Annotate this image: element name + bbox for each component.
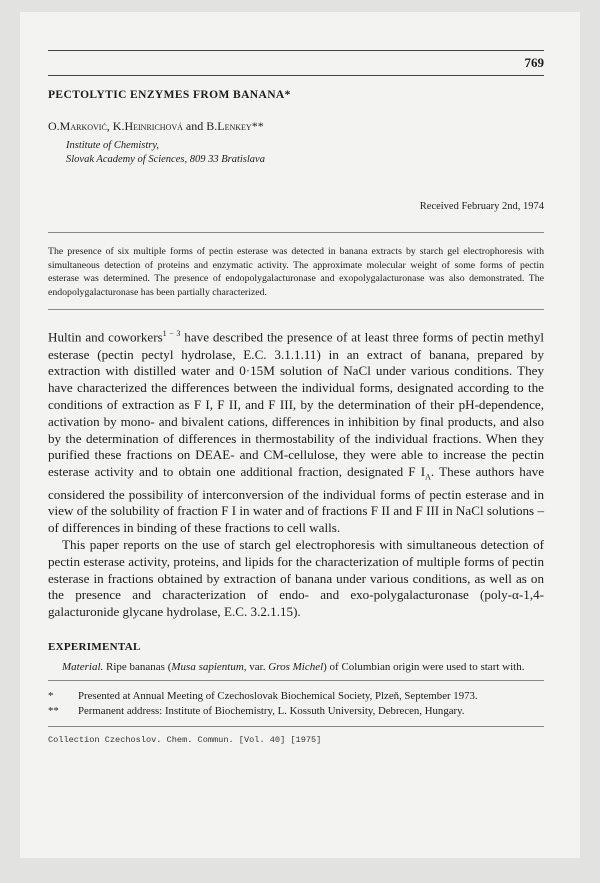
author-name: Heinrichová [124,119,183,133]
species-name: Musa sapientum [171,660,244,673]
author-name: Lenkey [217,119,252,133]
author-initial: K. [112,119,125,133]
affiliation-line: Slovak Academy of Sciences, 809 33 Bratislava [66,154,265,165]
abstract-rule-top [48,232,544,233]
footnote-text: Permanent address: Institute of Biochemistry, L. Kossuth University, Debrecen, Hungary. [78,704,465,717]
footnote [48,704,544,718]
page-number: 769 [524,55,544,70]
unit-molar: M [263,363,275,379]
variety-name: Gros Michel [268,660,324,673]
abstract-rule-bottom [48,309,544,310]
journal-page [20,12,580,858]
footer-rule [48,726,544,727]
text-run: solution of NaCl under various conditions. They have characterized the differences between the individual forms, designated according to the conditions of extraction as F I, F II, and F III, by the determination of their pH-dependence, activation by mono- and bivalent cations, differences in inhibition by final products, and also by the determination of differences in thermostability of the individual fractions. When they purified these fractions on DEAE- and CM-cellulose, they were able to increase the pectin esterase activity and to obtain one additional fraction, designated F I [48,363,545,480]
page-header [48,55,544,71]
author-name: Marković [59,119,107,133]
section-heading: EXPERIMENTAL [48,640,141,653]
citation-superscript: 1 − 3 [162,329,181,339]
footnotes [48,689,544,717]
header-rule [48,50,544,51]
header-rule-lower [48,75,544,76]
author-conjunction: and [182,119,207,133]
material-paragraph [48,660,544,675]
article-title: PECTOLYTIC ENZYMES FROM BANANA* [48,89,291,101]
footnote-mark: * [48,690,54,703]
text-run: Hultin and coworkers [48,329,163,345]
footnote [48,689,544,703]
body-text [48,326,544,621]
paragraph [48,326,544,537]
footnote-text: Presented at Annual Meeting of Czechoslovak Biochemical Society, Plzeň, September 1973. [78,690,478,703]
text-run: Ripe bananas ( [103,660,172,673]
affiliation-line: Institute of Chemistry, [66,140,160,151]
footnote-rule [48,680,544,681]
text-run: . These authors have considered the possibility of interconversion of the individual forms of pectin esterase and in view of the solubility of fraction F I in water and of fractions F II and F III in NaCl solutions – of differences in binding of these fractions to cell walls. [48,464,544,536]
text-run: have described the presence of at least three forms of pectin methyl esterase (pectin pectyl hydrolase, E.C. 3.1.1.11) in an extract of banana, prepared by extraction with distilled water and 0·15 [48,329,545,379]
abstract: The presence of six multiple forms of pectin esterase was detected in banana extracts by starch gel electrophoresis with simultaneous detection of proteins and enzymatic activity. The approximate molecular weight of some forms of pectin esterase was determined. The presence of endopolygalacturonase and exopolygalacturonase was also demonstrated. The endopolygalacturonase has been partially characterized. [48,246,544,298]
text-run: ) of Columbian origin were used to start with. [323,660,525,673]
run-in-heading: Material. [62,660,104,673]
subscript: A [425,472,431,482]
author-initial: B. [206,119,218,133]
author-initial: O. [48,119,60,133]
affiliation [66,139,544,167]
footnote-mark: ** [48,704,59,717]
text-run: , var. [243,660,269,673]
author-footnote-mark: ** [251,119,264,133]
paragraph: This paper reports on the use of starch gel electrophoresis with simultaneous detection of pectin esterase activity, proteins, and lipids for the characterization of multiple forms of pectin esterase in fractions obtained by extraction of banana under various conditions, as well as on the presence and characterization of endo- and exo-polygalacturonase (poly-α-1,4-galacturonide glycane hydrolase, E.C. 3.2.1.15). [48,536,544,620]
received-date: Received February 2nd, 1974 [419,201,544,212]
author-line: O.Marković, K.Heinrichová and B.Lenkey** [48,119,264,133]
journal-citation: Collection Czechoslov. Chem. Commun. [Vol. 40] [1975] [48,734,322,745]
